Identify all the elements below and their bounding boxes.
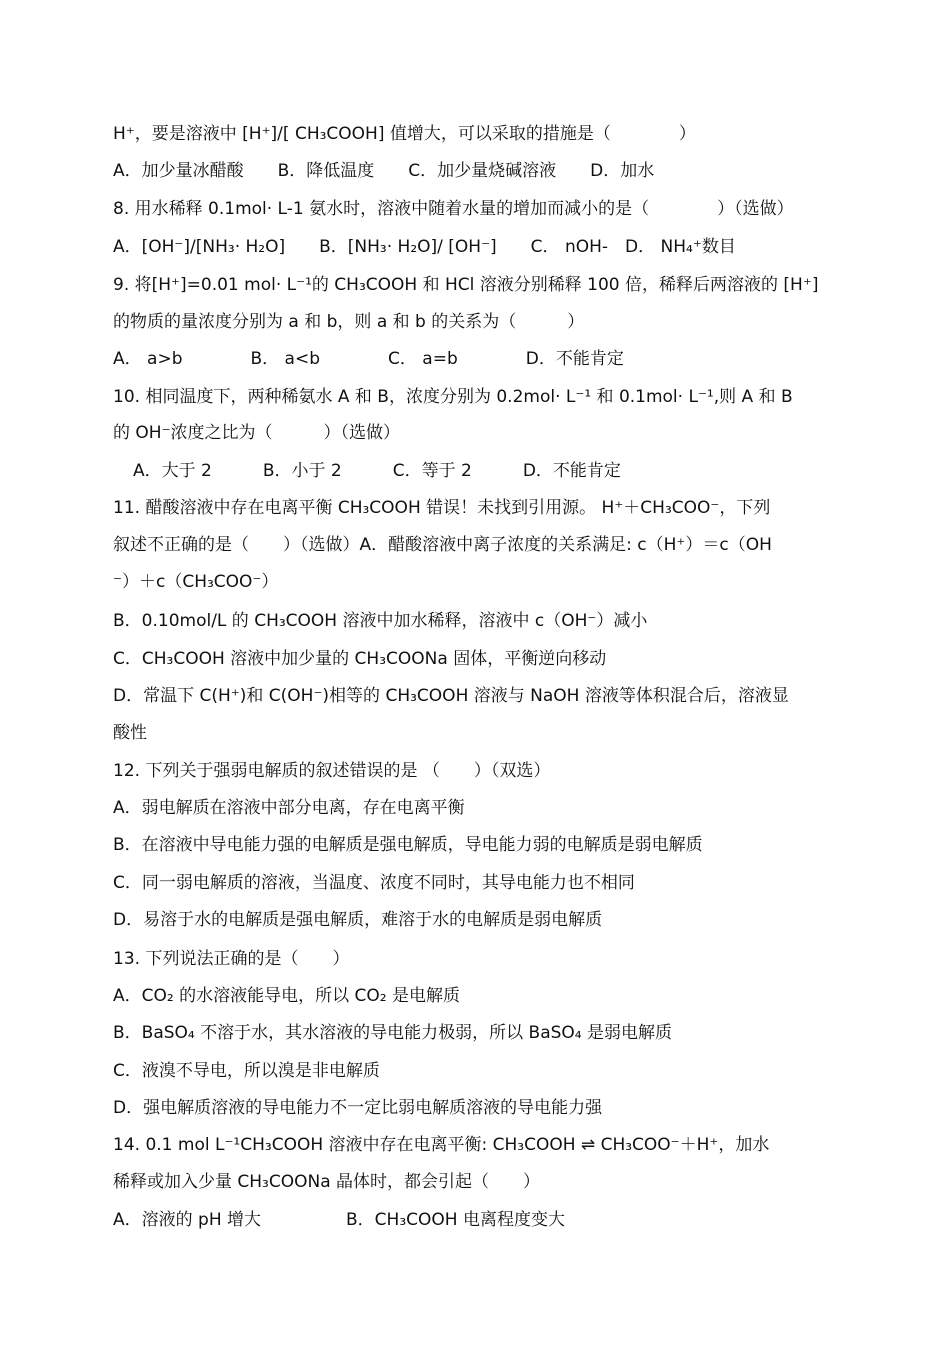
line-1 <box>113 123 840 145</box>
text-26: C．液溴不导电，所以溴是非电解质 <box>113 1061 380 1081</box>
text-18: 12. 下列关于强弱电解质的叙述错误的是 （ ）（双选） <box>113 761 551 781</box>
line-12 <box>113 534 840 556</box>
line-14 <box>113 610 840 632</box>
text-3: 8. 用水稀释 0.1mol· L-1 氨水时，溶液中随着水量的增加而减小的是（ ）（选做） <box>113 199 794 219</box>
text-10: A．大于 2 B．小于 2 C．等于 2 D．不能肯定 <box>133 461 621 481</box>
text-5: 9. 将[H⁺]=0.01 mol· L⁻¹的 CH₃COOH 和 HCl 溶液分别稀释 100 倍，稀释后两溶液的 [H⁺] <box>113 275 819 295</box>
line-7 <box>113 348 840 370</box>
text-28: 14. 0.1 mol L⁻¹CH₃COOH 溶液中存在电离平衡: CH₃COOH ⇌ CH₃COO⁻＋H⁺，加水 <box>113 1135 770 1155</box>
text-24: A．CO₂ 的水溶液能导电，所以 CO₂ 是电解质 <box>113 986 460 1006</box>
line-8 <box>113 386 840 408</box>
text-2: A．加少量冰醋酸 B．降低温度 C．加少量烧碱溶液 D．加水 <box>113 161 655 181</box>
text-22: D．易溶于水的电解质是强电解质，难溶于水的电解质是弱电解质 <box>113 910 603 930</box>
line-25 <box>113 1022 840 1044</box>
text-16: D．常温下 C(H⁺)和 C(OH⁻)相等的 CH₃COOH 溶液与 NaOH 溶液等体积混合后，溶液显 <box>113 686 789 706</box>
line-9 <box>113 422 840 444</box>
text-27: D．强电解质溶液的导电能力不一定比弱电解质溶液的导电能力强 <box>113 1098 603 1118</box>
text-15: C．CH₃COOH 溶液中加少量的 CH₃COONa 固体，平衡逆向移动 <box>113 649 607 669</box>
text-1: H⁺，要是溶液中 [H⁺]/[ CH₃COOH] 值增大，可以采取的措施是（ ） <box>113 124 696 144</box>
text-13: ⁻）＋c（CH₃COO⁻） <box>113 572 279 592</box>
text-17: 酸性 <box>113 723 147 743</box>
line-2 <box>113 160 840 182</box>
text-8: 10. 相同温度下，两种稀氨水 A 和 B，浓度分别为 0.2mol· L⁻¹ 和 0.1mol· L⁻¹,则 A 和 B <box>113 387 793 407</box>
text-14: B．0.10mol/L 的 CH₃COOH 溶液中加水稀释，溶液中 c（OH⁻）减小 <box>113 611 648 631</box>
line-5 <box>113 274 840 296</box>
line-18 <box>113 760 840 782</box>
line-28 <box>113 1134 840 1156</box>
line-15 <box>113 648 840 670</box>
line-17 <box>113 722 840 744</box>
line-26 <box>113 1060 840 1082</box>
line-29 <box>113 1171 840 1193</box>
text-23: 13. 下列说法正确的是（ ） <box>113 949 350 969</box>
text-19: A．弱电解质在溶液中部分电离，存在电离平衡 <box>113 798 465 818</box>
line-13 <box>113 571 840 593</box>
text-9: 的 OH⁻浓度之比为（ ）（选做） <box>113 423 401 443</box>
line-23 <box>113 948 840 970</box>
text-20: B．在溶液中导电能力强的电解质是强电解质，导电能力弱的电解质是弱电解质 <box>113 835 703 855</box>
line-10 <box>133 460 840 482</box>
text-21: C．同一弱电解质的溶液，当温度、浓度不同时，其导电能力也不相同 <box>113 873 635 893</box>
line-3 <box>113 198 840 220</box>
line-20 <box>113 834 840 856</box>
line-4 <box>113 236 840 258</box>
line-6 <box>113 311 840 333</box>
text-30: A．溶液的 pH 增大 B．CH₃COOH 电离程度变大 <box>113 1210 565 1230</box>
line-19 <box>113 797 840 819</box>
text-12: 叙述不正确的是（ ）（选做）A．醋酸溶液中离子浓度的关系满足: c（H⁺）＝c（OH <box>113 535 772 555</box>
text-29: 稀释或加入少量 CH₃COONa 晶体时，都会引起（ ） <box>113 1172 541 1192</box>
line-24 <box>113 985 840 1007</box>
line-27 <box>113 1097 840 1119</box>
text-11: 11. 醋酸溶液中存在电离平衡 CH₃COOH 错误！未找到引用源。 H⁺＋CH₃COO⁻，下列 <box>113 498 771 518</box>
text-6: 的物质的量浓度分别为 a 和 b，则 a 和 b 的关系为（ ） <box>113 312 585 332</box>
line-21 <box>113 872 840 894</box>
line-16 <box>113 685 840 707</box>
text-7: A． a>b B． a<b C． a=b D．不能肯定 <box>113 349 624 369</box>
text-4: A．[OH⁻]/[NH₃· H₂O] B．[NH₃· H₂O]/ [OH⁻] C． nOH- D． NH₄⁺数目 <box>113 237 736 257</box>
line-11 <box>113 497 840 519</box>
line-30 <box>113 1209 840 1231</box>
line-22 <box>113 909 840 931</box>
text-25: B．BaSO₄ 不溶于水，其水溶液的导电能力极弱，所以 BaSO₄ 是弱电解质 <box>113 1023 673 1043</box>
